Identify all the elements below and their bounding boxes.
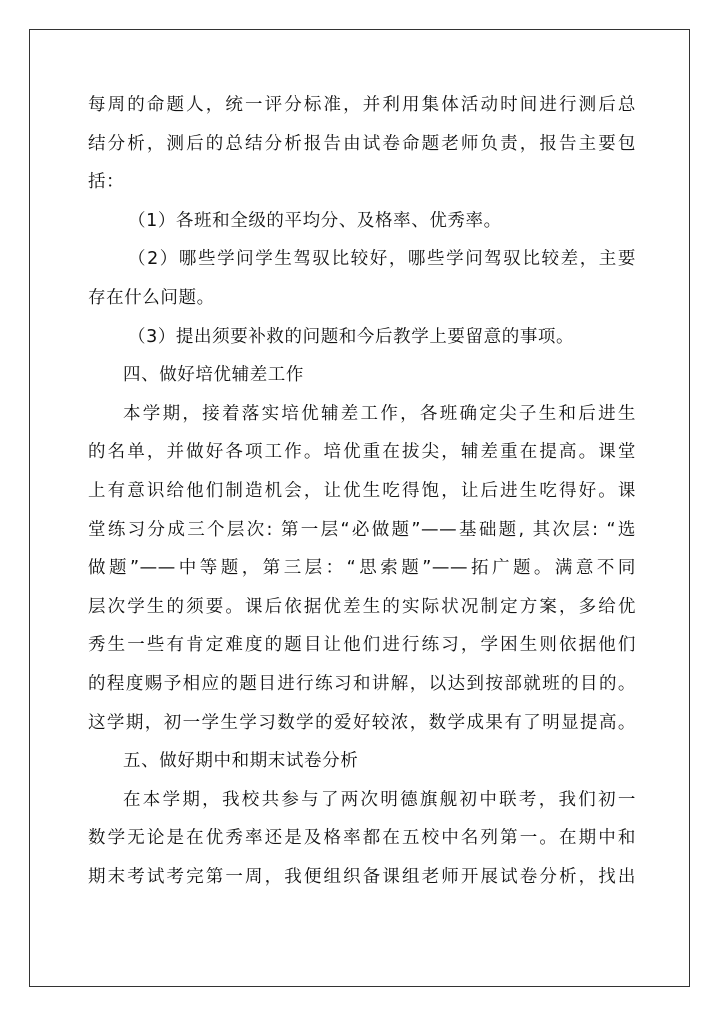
paragraph-line: 秀生一些有肯定难度的题目让他们进行练习，学困生则依据他们	[88, 635, 636, 656]
list-item-continuation: 存在什么问题。	[88, 287, 215, 308]
list-item: （1）各班和全级的平均分、及格率、优秀率。	[128, 210, 502, 231]
paragraph-line: 数学无论是在优秀率还是及格率都在五校中名列第一。在期中和	[88, 828, 636, 849]
paragraph-line: 期末考试考完第一周，我便组织备课组老师开展试卷分析，找出	[88, 866, 636, 887]
document-body	[88, 86, 636, 896]
section-heading: 四、做好培优辅差工作	[123, 365, 304, 386]
paragraph-line: 层次学生的须要。课后依据优差生的实际状况制定方案，多给优	[88, 596, 636, 617]
paragraph-line: 的程度赐予相应的题目进行练习和讲解，以达到按部就班的目的。	[88, 673, 636, 694]
paragraph-line: 每周的命题人，统一评分标准，并利用集体活动时间进行测后总	[88, 95, 636, 115]
paragraph-line: 结分析，测后的总结分析报告由试卷命题老师负责，报告主要包	[88, 133, 636, 154]
paragraph-line: 的名单，并做好各项工作。培优重在拔尖，辅差重在提高。课堂	[88, 442, 636, 463]
paragraph-line: 本学期，接着落实培优辅差工作，各班确定尖子生和后进生	[123, 403, 636, 424]
paragraph-line: 括：	[88, 172, 125, 193]
paragraph-line: 在本学期，我校共参与了两次明德旗舰初中联考，我们初一	[123, 789, 636, 810]
list-item: （2）哪些学问学生驾驭比较好，哪些学问驾驭比较差，主要	[128, 249, 636, 270]
paragraph-line: 做题”——中等题，第三层：“思索题”——拓广题。满意不同	[88, 558, 636, 579]
section-heading: 五、做好期中和期末试卷分析	[123, 751, 359, 772]
list-item: （3）提出须要补救的问题和今后教学上要留意的事项。	[128, 326, 575, 347]
paragraph-line: 堂练习分成三个层次: 第一层“必做题”——基础题, 其次层: “选	[88, 519, 636, 540]
paragraph-line: 上有意识给他们制造机会，让优生吃得饱，让后进生吃得好。课	[88, 480, 636, 501]
paragraph-line: 这学期，初一学生学习数学的爱好较浓，数学成果有了明显提高。	[88, 712, 636, 733]
